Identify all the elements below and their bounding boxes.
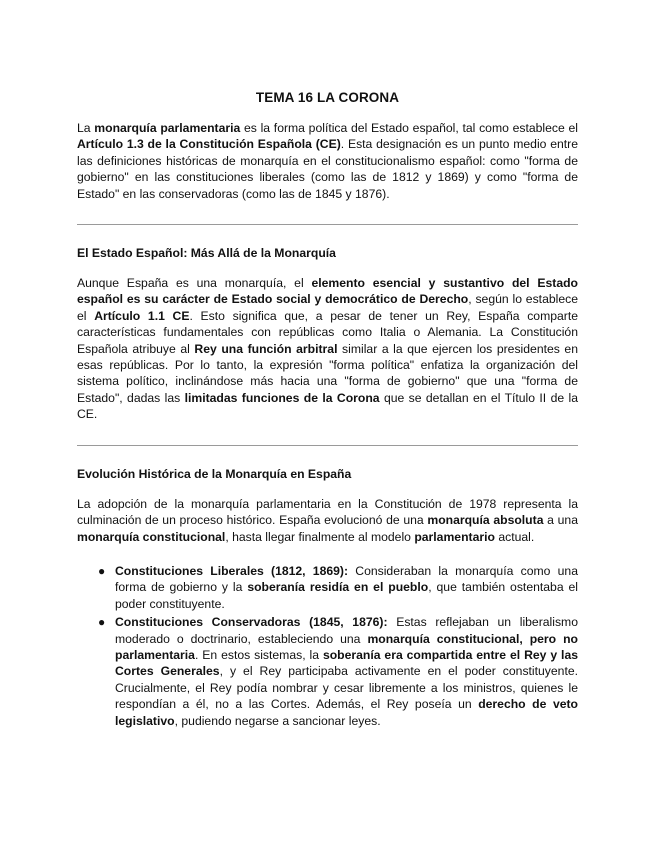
s2-text-1: La adopción de la monarquía parlamentaria en la Constitución de 1978 representa la culminación de un proceso histórico. España evolucionó de una xyxy=(77,496,578,528)
intro-paragraph xyxy=(77,120,578,202)
section2-paragraph xyxy=(77,496,578,545)
s2-text-4: actual. xyxy=(494,529,535,544)
li2-text-1: Estas reflejaban un liberalismo moderado o doctrinario, estableciendo una xyxy=(115,615,578,646)
li1-bold-2: soberanía residía en el pueblo xyxy=(247,580,429,595)
bullet-dot-icon: ● xyxy=(98,615,106,630)
page-title: TEMA 16 LA CORONA xyxy=(255,90,400,105)
divider-1 xyxy=(77,224,578,225)
s1-bold-4: limitadas funciones de la Corona xyxy=(184,390,380,405)
bullet-dot-icon: ● xyxy=(98,563,106,578)
li2-text-2: . En estos sistemas, la xyxy=(194,647,323,662)
li1-bold-1: Constituciones Liberales (1812, 1869): xyxy=(115,563,349,578)
s1-text-4: similar a la que ejercen los presidentes en esas repúblicas. Por lo tanto, la expresión "forma política" enfatiza la organización del sistema político, inclinándose más hacia una "forma de gobierno" que una "forma de Estado", dadas las xyxy=(77,341,578,405)
s2-bold-2: monarquía constitucional xyxy=(77,529,226,544)
s1-text-5: que se detallan en el Título II de la CE. xyxy=(77,390,578,422)
li2-bold-4: derecho de veto legislativo xyxy=(115,697,579,728)
intro-text-2: es la forma política del Estado español, tal como establece el xyxy=(240,121,578,135)
intro-text-3: . Esta designación es un punto medio entre las definiciones históricas de monarquía en el constitucionalismo español: como "forma de gobierno" en las constituciones liberales (como las de 1812 y 1869) y como "forma de Estado" en las conservadoras (como las de 1845 y 1876). xyxy=(77,137,578,201)
s1-text-1: Aunque España es una monarquía, el xyxy=(77,276,312,291)
li2-bold-3: soberanía era compartida entre el Rey y las Cortes Generales xyxy=(115,647,578,679)
s1-bold-1: elemento esencial y sustantivo del Estado español es su carácter de Estado social y democrático de Derecho xyxy=(77,276,578,307)
intro-bold-2: Artículo 1.3 de la Constitución Española (CE) xyxy=(77,137,341,152)
divider-2 xyxy=(77,445,578,446)
s2-text-2: a una xyxy=(543,513,578,528)
li2-text-4: , pudiendo negarse a sancionar leyes. xyxy=(174,713,381,728)
li1-text-1: Consideraban la monarquía como una forma de gobierno y la xyxy=(115,563,578,595)
section2-heading: Evolución Histórica de la Monarquía en España xyxy=(77,466,352,481)
list-item xyxy=(77,563,578,612)
s1-text-3: . Esto significa que, a pesar de tener un Rey, España comparte características fundamentales con repúblicas como Italia o Alemania. La Constitución Española atribuye al xyxy=(77,308,579,356)
s1-bold-3: Rey una función arbitral xyxy=(194,341,338,356)
document-page xyxy=(77,90,578,729)
s2-bold-1: monarquía absoluta xyxy=(427,513,544,528)
li2-bold-2: monarquía constitucional, pero no parlamentaria xyxy=(115,631,578,662)
history-bullet-list xyxy=(77,563,578,729)
section1-heading: El Estado Español: Más Allá de la Monarquía xyxy=(77,246,336,261)
intro-text-1: La xyxy=(77,121,95,135)
li2-bold-1: Constituciones Conservadoras (1845, 1876): xyxy=(115,615,388,630)
s1-text-2: , según lo establece el xyxy=(77,292,578,323)
s1-bold-2: Artículo 1.1 CE xyxy=(94,308,190,323)
s2-bold-3: parlamentario xyxy=(414,529,495,544)
li1-text-2: , que también ostentaba el poder constituyente. xyxy=(115,580,578,611)
list-item xyxy=(77,614,578,729)
section1-paragraph xyxy=(77,275,578,423)
s2-text-3: , hasta llegar finalmente al modelo xyxy=(225,529,415,544)
intro-bold-1: monarquía parlamentaria xyxy=(94,121,241,135)
li2-text-3: , y el Rey participaba activamente en el poder constituyente. Crucialmente, el Rey podía nombrar y cesar libremente a los ministros, quienes le respondían a él, no a las Cortes. Además, el Rey poseía un xyxy=(115,664,578,712)
